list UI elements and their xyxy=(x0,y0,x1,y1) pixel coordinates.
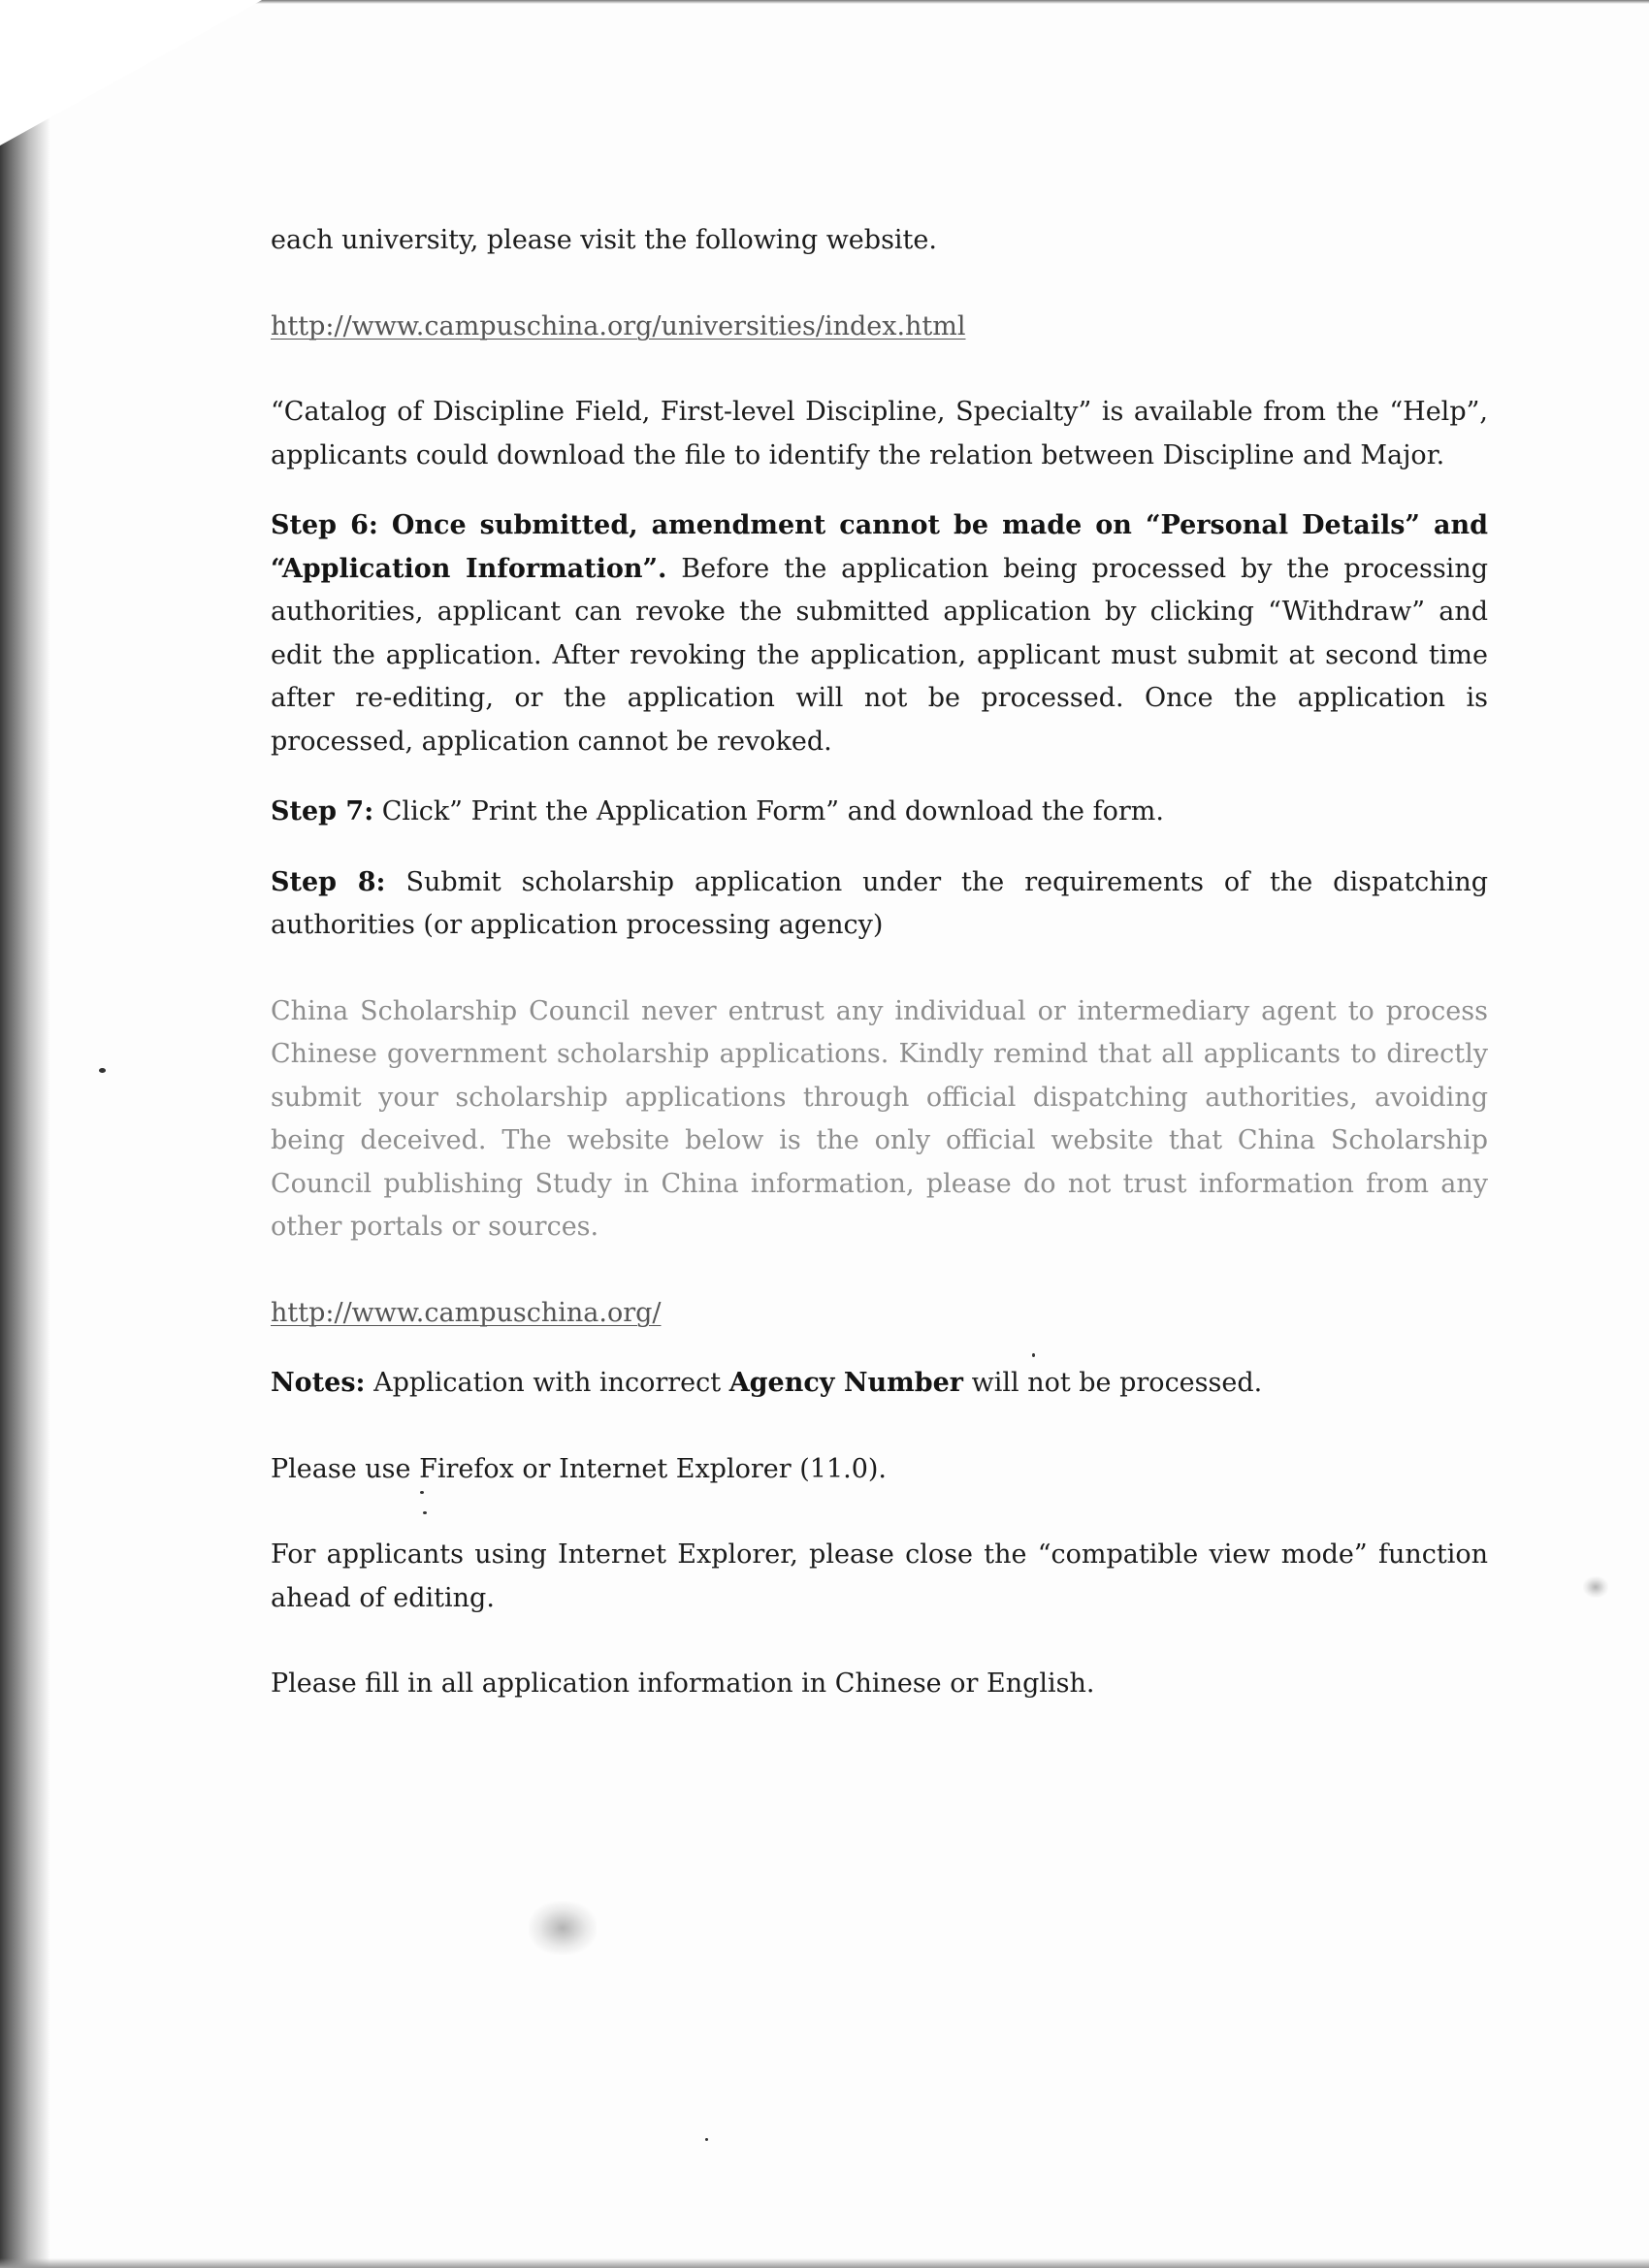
step-8-text: Submit scholarship application under the requirements of the dispatching authorities (or application processing agency) xyxy=(271,866,1489,940)
warning-paragraph: China Scholarship Council never entrust any individual or intermediary agent to process Chinese government scholarship applications. Kindly remind that all applicants to directly submit your scholarship applications through official dispatching authorities, avoiding being deceived. The website below is the only official website that China Scholarship Council publishing Study in China information, please do not trust information from any other portals or sources. xyxy=(271,995,1488,1242)
step-8-label: Step 8: xyxy=(271,866,386,897)
step-6-paragraph xyxy=(271,504,1488,763)
browser-note: Please use Firefox or Internet Explorer (11.0). xyxy=(271,1453,888,1484)
document-body xyxy=(271,219,1488,1706)
notes-label: Notes: xyxy=(271,1368,366,1398)
notes-text-after: will not be processed. xyxy=(963,1368,1263,1398)
step-7-paragraph xyxy=(271,791,1488,834)
scan-shadow-left xyxy=(0,0,50,2268)
scan-speck xyxy=(99,1068,106,1073)
step-7-text: Click” Print the Application Form” and download the form. xyxy=(373,796,1164,826)
ie-note: For applicants using Internet Explorer, please close the “compatible view mode” function ahead of editing. xyxy=(271,1539,1488,1613)
universities-link[interactable]: http://www.campuschina.org/universities/index.html xyxy=(271,310,966,341)
official-website-link[interactable]: http://www.campuschina.org/ xyxy=(271,1297,662,1328)
step-6-label: Step 6: xyxy=(271,510,378,540)
universities-link-line xyxy=(271,306,1488,349)
step-6-text: Before the application being processed by the processing authorities, applicant can revoke the submitted application by clicking “Withdraw” and edit the application. After revoking the application, applicant must submit at second time after re-editing, or the application will not be processed. Once the application is processed, application cannot be revoked. xyxy=(271,553,1488,757)
catalog-note: “Catalog of Discipline Field, First-level Discipline, Specialty” is available from the “Help”, applicants could download the file to identify the relation between Discipline and Major. xyxy=(271,397,1488,470)
scan-speck xyxy=(705,2138,708,2141)
scan-shadow-bottom xyxy=(0,2258,1649,2268)
agency-number-term: Agency Number xyxy=(728,1368,964,1398)
scan-smudge xyxy=(529,1901,597,1955)
step-8-paragraph xyxy=(271,861,1488,948)
folded-corner xyxy=(0,0,262,146)
intro-text: each university, please visit the following website. xyxy=(271,225,937,255)
step-7-label: Step 7: xyxy=(271,796,374,826)
scan-smudge xyxy=(1583,1576,1608,1598)
notes-text-before: Application with incorrect xyxy=(365,1368,729,1398)
official-link-line xyxy=(271,1292,1488,1336)
language-note: Please fill in all application information in Chinese or English. xyxy=(271,1669,1095,1699)
step-6-bold-text: Once submitted, amendment cannot be made on “Personal Details” and “Application Information”. xyxy=(271,510,1488,584)
notes-paragraph xyxy=(271,1362,1488,1406)
